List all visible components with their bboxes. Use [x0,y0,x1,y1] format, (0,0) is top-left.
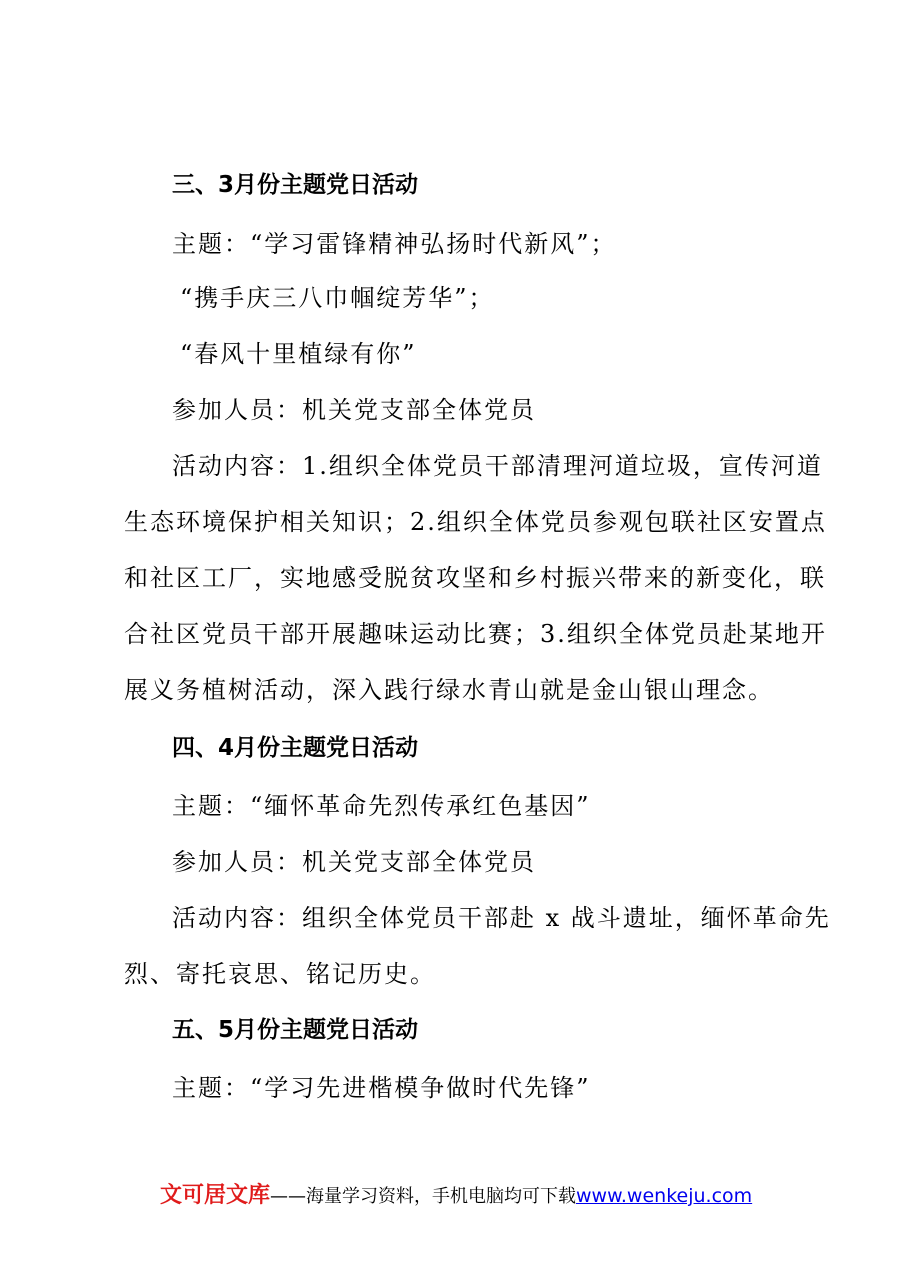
section-5-theme: 主题：“学习先进楷模争做时代先锋” [172,1074,591,1102]
footer [160,1182,752,1211]
section-3-content-line-2: 生态环境保护相关知识；2.组织全体党员参观包联社区安置点 [124,508,827,536]
section-3-theme-line-1: 主题：“学习雷锋精神弘扬时代新风”； [172,230,617,258]
footer-brand: 文可居文库 [160,1183,271,1208]
section-3-content-line-3: 和社区工厂，实地感受脱贫攻坚和乡村振兴带来的新变化，联 [124,564,826,592]
section-4-content-line-1: 活动内容：组织全体党员干部赴 x 战斗遗址，缅怀革命先 [172,904,831,932]
section-3-content-line-5: 展义务植树活动，深入践行绿水青山就是金山银山理念。 [124,676,774,704]
section-3-content-line-4: 合社区党员干部开展趣味运动比赛；3.组织全体党员赴某地开 [124,620,827,648]
section-3-participants: 参加人员：机关党支部全体党员 [172,396,536,424]
footer-slogan: ——海量学习资料，手机电脑均可下载 [270,1186,577,1207]
section-5-heading: 五、5月份主题党日活动 [172,1017,419,1043]
section-3-content-line-1: 活动内容：1.组织全体党员干部清理河道垃圾，宣传河道 [172,452,823,480]
section-3-heading: 三、3月份主题党日活动 [172,172,419,198]
section-3-theme-line-3: “春风十里植绿有你” [180,340,417,368]
footer-website-link[interactable]: www.wenkeju.com [576,1185,753,1207]
section-4-heading: 四、4月份主题党日活动 [172,735,419,761]
section-4-participants: 参加人员：机关党支部全体党员 [172,848,536,876]
section-4-content-line-2: 烈、寄托哀思、铭记历史。 [124,960,436,988]
section-4-theme: 主题：“缅怀革命先烈传承红色基因” [172,792,591,820]
section-3-theme-line-2: “携手庆三八巾帼绽芳华”； [180,284,495,312]
